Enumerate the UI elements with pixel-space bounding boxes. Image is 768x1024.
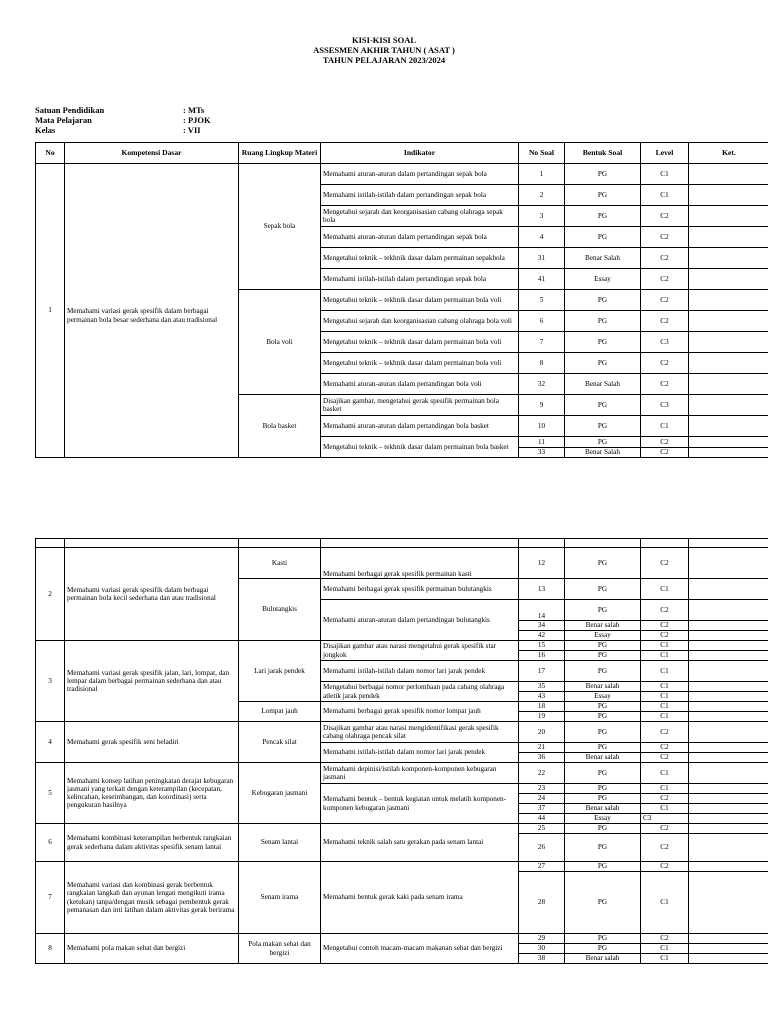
cell-ket (689, 784, 768, 794)
cell-bentuk: Benar Salah (565, 374, 641, 395)
cell-no: 2 (36, 548, 65, 641)
cell-no-soal: 37 (519, 804, 565, 814)
cell-bentuk: PG (565, 872, 641, 934)
cell-no-soal: 4 (519, 227, 565, 248)
cell-level: C1 (641, 944, 689, 954)
cell-indikator: Mengetahui teknik – tekhnik dasar dalam permainan bola voli (321, 290, 519, 311)
cell-indikator: Memahami aturan-aturan dalam pertandingan bola basket (321, 416, 519, 437)
cell-ket (689, 290, 768, 311)
cell-indikator: Memahami bentuk – bentuk kegiatan untuk melatih komponen-komponen kebugaran jasmani (321, 784, 519, 824)
cell-ket (689, 763, 768, 784)
cell-indikator: Mengetahui teknik – tekhnik dasar dalam permainan bola voli (321, 332, 519, 353)
cell-no: 3 (36, 641, 65, 722)
cell-level: C2 (641, 248, 689, 269)
cell-no-soal: 38 (519, 954, 565, 964)
cell-materi: Kasti (239, 548, 321, 579)
cell-ket (689, 944, 768, 954)
cell-no-soal: 28 (519, 872, 565, 934)
cell-bentuk: PG (565, 651, 641, 661)
kisi-table-1 (35, 142, 768, 458)
cell-bentuk: Essay (565, 814, 641, 824)
cell-materi: Senam lantai (239, 824, 321, 862)
cell-no-soal: 23 (519, 784, 565, 794)
meta-row (35, 125, 201, 135)
cell-bentuk: PG (565, 934, 641, 944)
cell-no-soal: 12 (519, 548, 565, 579)
cell-level: C1 (641, 682, 689, 692)
cell-no-soal: 42 (519, 631, 565, 641)
cell-indikator: Memahami teknik salah satu gerakan pada senam lantai (321, 824, 519, 862)
cell-ket (689, 579, 768, 600)
cell-level: C2 (641, 743, 689, 753)
cell-no-soal: 1 (519, 164, 565, 185)
cell-kompetensi: Memahami variasi gerak spesifik dalam berbagai permainan bola besar sederhana dan atau tradisional (65, 164, 239, 458)
cell-no-soal: 41 (519, 269, 565, 290)
cell-indikator: Mengetahui teknik – tekhnik dasar dalam permainan sepakbola (321, 248, 519, 269)
col-header-no: No (36, 143, 65, 164)
cell-ket (689, 743, 768, 753)
cell-no-soal: 35 (519, 682, 565, 692)
meta-label: Mata Pelajaran (35, 115, 92, 125)
cell-ket (689, 374, 768, 395)
cell-materi: Pola makan sehat dan bergizi (239, 934, 321, 964)
cell-level: C2 (641, 621, 689, 631)
cell-kompetensi: Memahami pola makan sehat dan bergizi (65, 934, 239, 964)
cell-bentuk: PG (565, 416, 641, 437)
cell-bentuk: Benar salah (565, 804, 641, 814)
cell-level: C1 (641, 164, 689, 185)
col-header-ket: Ket. (689, 143, 768, 164)
cell-indikator: Disajikan gambar atau narasi mengidentifikasi gerak spesifik cabang olahraga pencak silat (321, 722, 519, 743)
cell-ket (689, 548, 768, 579)
cell-bentuk: PG (565, 311, 641, 332)
cell-ket (689, 794, 768, 804)
cell-no: 4 (36, 722, 65, 763)
cell-bentuk: PG (565, 834, 641, 862)
cell-kompetensi: Memahami kombinasi keterampilan berbentuk rangkaian gerak sederhana dalam aktivitas spesifik senam lantai (65, 824, 239, 862)
cell-ket (689, 227, 768, 248)
cell-indikator: Memahami aturan-aturan dalam pertandingan bulutangkis (321, 600, 519, 641)
cell-bentuk: Benar salah (565, 954, 641, 964)
cell-indikator: Memahami berbagai gerak spesifik permainan kasti (321, 548, 519, 579)
cell-level: C3 (641, 814, 689, 824)
cell-indikator: Memahami istilah-istilah dalam pertandingan sepak bola (321, 269, 519, 290)
cell-no-soal: 22 (519, 763, 565, 784)
cell-ket (689, 395, 768, 416)
cell-no-soal: 31 (519, 248, 565, 269)
col-header-level: Level (641, 143, 689, 164)
cell-indikator: Memahami berbagai gerak spesifik permainan bulutangkis (321, 579, 519, 600)
cell-bentuk: PG (565, 944, 641, 954)
cell-ket (689, 248, 768, 269)
cell-materi: Bola basket (239, 395, 321, 458)
cell-bentuk: PG (565, 227, 641, 248)
cell-level: C1 (641, 661, 689, 682)
table-row (36, 934, 768, 944)
meta-label: Satuan Pendidikan (35, 105, 105, 115)
table-row (36, 862, 768, 872)
cell-bentuk: Benar Salah (565, 248, 641, 269)
cell-ket (689, 437, 768, 448)
cell-ket (689, 712, 768, 722)
cell-bentuk: PG (565, 641, 641, 651)
cell-no-soal: 16 (519, 651, 565, 661)
cell-level: C2 (641, 794, 689, 804)
cell-indikator: Disajikan gambar atau narasi mengetahui gerak spesifik star jongkok (321, 641, 519, 661)
cell-level: C1 (641, 641, 689, 651)
cell-ket (689, 600, 768, 621)
cell-indikator: Memahami istilah-istilah dalam nomor lari jarak pendek (321, 661, 519, 682)
doc-subtitle: ASSESMEN AKHIR TAHUN ( ASAT ) (313, 45, 455, 55)
table-row (36, 824, 768, 834)
cell-materi: Bulutangkis (239, 579, 321, 641)
cell-no-soal: 25 (519, 824, 565, 834)
cell-no-soal: 15 (519, 641, 565, 651)
cell-no-soal: 27 (519, 862, 565, 872)
cell-no: 7 (36, 862, 65, 934)
cell-no-soal: 13 (519, 579, 565, 600)
cell-bentuk: Benar salah (565, 621, 641, 631)
cell-bentuk: PG (565, 164, 641, 185)
cell-bentuk: PG (565, 763, 641, 784)
cell-level: C1 (641, 872, 689, 934)
cell-level: C1 (641, 784, 689, 794)
cell-kompetensi: Memahami konsep latihan peningkatan derajat kebugaran jasmani yang terkait dengan keterampilan (kecepatan, kelincahan, keseimbangan, dan koordinasi) serta pengukuran hasilnya (65, 763, 239, 824)
cell-bentuk: PG (565, 702, 641, 712)
cell-kompetensi: Memahami variasi gerak spesifik dalam berbagai permainan bola kecil sederhana dan atau tradisional (65, 548, 239, 641)
cell-bentuk: Benar salah (565, 753, 641, 763)
cell-ket (689, 682, 768, 692)
cell-no: 5 (36, 763, 65, 824)
cell-level: C2 (641, 548, 689, 579)
col-header-no-soal: No Soal (519, 143, 565, 164)
doc-title: KISI-KISI SOAL (351, 35, 416, 45)
cell-no-soal: 3 (519, 206, 565, 227)
cell-bentuk: PG (565, 437, 641, 448)
cell-ket (689, 872, 768, 934)
cell-bentuk: PG (565, 395, 641, 416)
cell-ket (689, 416, 768, 437)
cell-empty (519, 539, 565, 548)
cell-no-soal: 2 (519, 185, 565, 206)
cell-level: C3 (641, 395, 689, 416)
cell-level: C2 (641, 600, 689, 621)
cell-no-soal: 7 (519, 332, 565, 353)
col-header-materi: Ruang Lingkup Materi (239, 143, 321, 164)
cell-bentuk: PG (565, 579, 641, 600)
cell-level: C1 (641, 954, 689, 964)
cell-level: C1 (641, 804, 689, 814)
cell-no-soal: 6 (519, 311, 565, 332)
cell-level: C1 (641, 185, 689, 206)
cell-no: 6 (36, 824, 65, 862)
cell-empty (689, 539, 768, 548)
cell-level: C1 (641, 712, 689, 722)
cell-ket (689, 448, 768, 458)
cell-ket (689, 206, 768, 227)
cell-indikator: Mengetahui sejarah dan keorganisasian cabang olahraga sepak bola (321, 206, 519, 227)
cell-ket (689, 311, 768, 332)
cell-kompetensi: Memahami variasi dan kombinasi gerak berbentuk rangkaian langkah dan ayunan lengan mengikuti irama (ketukan) tanpa/dengan musik sebagai pembentuk gerak pemanasan dan inti latihan dalam aktivitas gerak berirama (65, 862, 239, 934)
cell-ket (689, 353, 768, 374)
cell-bentuk: PG (565, 722, 641, 743)
cell-materi: Pencak silat (239, 722, 321, 763)
cell-bentuk: Essay (565, 631, 641, 641)
cell-indikator: Mengetahui contoh macam-macam makanan sehat dan bergizi (321, 934, 519, 964)
cell-materi: Lompat jauh (239, 702, 321, 722)
cell-level: C2 (641, 448, 689, 458)
col-header-indikator: Indikator (321, 143, 519, 164)
cell-ket (689, 651, 768, 661)
cell-level: C2 (641, 437, 689, 448)
cell-ket (689, 954, 768, 964)
cell-empty (65, 539, 239, 548)
table-header-row (36, 539, 768, 548)
cell-level: C2 (641, 374, 689, 395)
cell-level: C1 (641, 416, 689, 437)
meta-label: Kelas (35, 125, 56, 135)
cell-ket (689, 753, 768, 763)
cell-no-soal: 20 (519, 722, 565, 743)
cell-bentuk: Essay (565, 269, 641, 290)
cell-bentuk: PG (565, 600, 641, 621)
cell-level: C2 (641, 722, 689, 743)
cell-bentuk: PG (565, 332, 641, 353)
cell-no-soal: 34 (519, 621, 565, 631)
cell-no-soal: 14 (519, 600, 565, 621)
cell-indikator: Memahami aturan-aturan dalam pertandingan sepak bola (321, 227, 519, 248)
cell-level: C2 (641, 290, 689, 311)
cell-materi: Sepak bola (239, 164, 321, 290)
cell-no-soal: 11 (519, 437, 565, 448)
cell-ket (689, 702, 768, 712)
cell-ket (689, 185, 768, 206)
cell-bentuk: Benar salah (565, 682, 641, 692)
cell-kompetensi: Memahami variasi gerak spesifik jalan, lari, lompat, dan lempar dalam berbagai permainan sederhana dan atau tradisional (65, 641, 239, 722)
cell-level: C2 (641, 834, 689, 862)
cell-indikator: Memahami berbagai gerak spesifik nomor lompat jauh (321, 702, 519, 722)
cell-no-soal: 29 (519, 934, 565, 944)
meta-value: : VII (183, 125, 201, 135)
cell-indikator: Mengetahui berbagai nomor perlombaan pada cabang olahraga atletik jarak pendek (321, 682, 519, 702)
cell-bentuk: PG (565, 862, 641, 872)
cell-ket (689, 804, 768, 814)
cell-empty (239, 539, 321, 548)
cell-indikator: Mengetahui teknik – tekhnik dasar dalam permainan bola basket (321, 437, 519, 458)
cell-bentuk: PG (565, 290, 641, 311)
cell-kompetensi: Memahami gerak spesifik seni beladiri (65, 722, 239, 763)
cell-ket (689, 661, 768, 682)
cell-ket (689, 824, 768, 834)
table-row (36, 641, 768, 651)
meta-row (35, 115, 211, 125)
cell-level: C2 (641, 206, 689, 227)
cell-no-soal: 10 (519, 416, 565, 437)
doc-year: TAHUN PELAJARAN 2023/2024 (322, 55, 446, 65)
cell-indikator: Mengetahui sejarah dan keorganisasian cabang olahraga bola voli (321, 311, 519, 332)
cell-materi: Senam irama (239, 862, 321, 934)
cell-no-soal: 44 (519, 814, 565, 824)
cell-level: C2 (641, 824, 689, 834)
cell-level: C2 (641, 269, 689, 290)
cell-ket (689, 631, 768, 641)
cell-level: C1 (641, 763, 689, 784)
cell-level: C1 (641, 692, 689, 702)
cell-bentuk: PG (565, 743, 641, 753)
cell-level: C1 (641, 702, 689, 712)
cell-indikator: Disajikan gambar, mengetahui gerak spesifik permainan bola basket (321, 395, 519, 416)
table-header-row (36, 143, 768, 164)
cell-no-soal: 5 (519, 290, 565, 311)
cell-materi: Bola voli (239, 290, 321, 395)
cell-no-soal: 33 (519, 448, 565, 458)
cell-bentuk: PG (565, 548, 641, 579)
meta-value: : MTs (183, 105, 205, 115)
cell-no-soal: 9 (519, 395, 565, 416)
cell-level: C1 (641, 651, 689, 661)
cell-level: C2 (641, 227, 689, 248)
cell-no-soal: 36 (519, 753, 565, 763)
cell-ket (689, 862, 768, 872)
cell-empty (321, 539, 519, 548)
cell-bentuk: Essay (565, 692, 641, 702)
table-row (36, 548, 768, 579)
cell-indikator: Memahami aturan-aturan dalam pertandingan sepak bola (321, 164, 519, 185)
kisi-table-2 (35, 538, 768, 964)
cell-indikator: Memahami bentuk gerak kaki pada senam irama (321, 862, 519, 934)
cell-ket (689, 834, 768, 862)
cell-no-soal: 21 (519, 743, 565, 753)
col-header-kompetensi: Kompetensi Dasar (65, 143, 239, 164)
cell-empty (641, 539, 689, 548)
cell-level: C2 (641, 311, 689, 332)
cell-bentuk: Benar Salah (565, 448, 641, 458)
cell-no: 8 (36, 934, 65, 964)
cell-ket (689, 722, 768, 743)
cell-empty (565, 539, 641, 548)
meta-row (35, 105, 205, 115)
table-row (36, 722, 768, 743)
cell-ket (689, 332, 768, 353)
cell-level: C2 (641, 753, 689, 763)
cell-ket (689, 641, 768, 651)
cell-ket (689, 814, 768, 824)
cell-bentuk: PG (565, 185, 641, 206)
cell-level: C2 (641, 934, 689, 944)
cell-indikator: Memahami aturan-aturan dalam pertandingan bola voli (321, 374, 519, 395)
cell-level: C2 (641, 353, 689, 374)
cell-no-soal: 26 (519, 834, 565, 862)
cell-level: C3 (641, 332, 689, 353)
cell-no-soal: 8 (519, 353, 565, 374)
cell-bentuk: PG (565, 794, 641, 804)
cell-no-soal: 30 (519, 944, 565, 954)
cell-no-soal: 19 (519, 712, 565, 722)
cell-indikator: Memahami depinisi/istilah komponen-komponen kebugaran jasmani (321, 763, 519, 784)
cell-no-soal: 43 (519, 692, 565, 702)
col-header-bentuk: Bentuk Soal (565, 143, 641, 164)
cell-bentuk: PG (565, 712, 641, 722)
cell-empty (36, 539, 65, 548)
cell-ket (689, 692, 768, 702)
cell-no-soal: 18 (519, 702, 565, 712)
table-row (36, 763, 768, 784)
cell-level: C2 (641, 631, 689, 641)
cell-materi: Lari jarak pendek (239, 641, 321, 702)
table-row (36, 164, 768, 185)
cell-bentuk: PG (565, 824, 641, 834)
meta-value: : PJOK (183, 115, 211, 125)
cell-bentuk: PG (565, 206, 641, 227)
cell-ket (689, 269, 768, 290)
cell-no-soal: 24 (519, 794, 565, 804)
cell-no: 1 (36, 164, 65, 458)
cell-bentuk: PG (565, 661, 641, 682)
cell-bentuk: PG (565, 353, 641, 374)
cell-ket (689, 164, 768, 185)
cell-materi: Kebugaran jasmani (239, 763, 321, 824)
cell-level: C1 (641, 579, 689, 600)
cell-indikator: Memahami istilah-istilah dalam nomor lari jarak pendek (321, 743, 519, 763)
cell-no-soal: 32 (519, 374, 565, 395)
cell-ket (689, 934, 768, 944)
cell-bentuk: PG (565, 784, 641, 794)
cell-no-soal: 17 (519, 661, 565, 682)
cell-level: C2 (641, 862, 689, 872)
doc-meta (35, 105, 211, 135)
cell-indikator: Memahami istilah-istilah dalam pertandingan sepak bola (321, 185, 519, 206)
cell-ket (689, 621, 768, 631)
cell-indikator: Mengetahui teknik – tekhnik dasar dalam permainan bola voli (321, 353, 519, 374)
